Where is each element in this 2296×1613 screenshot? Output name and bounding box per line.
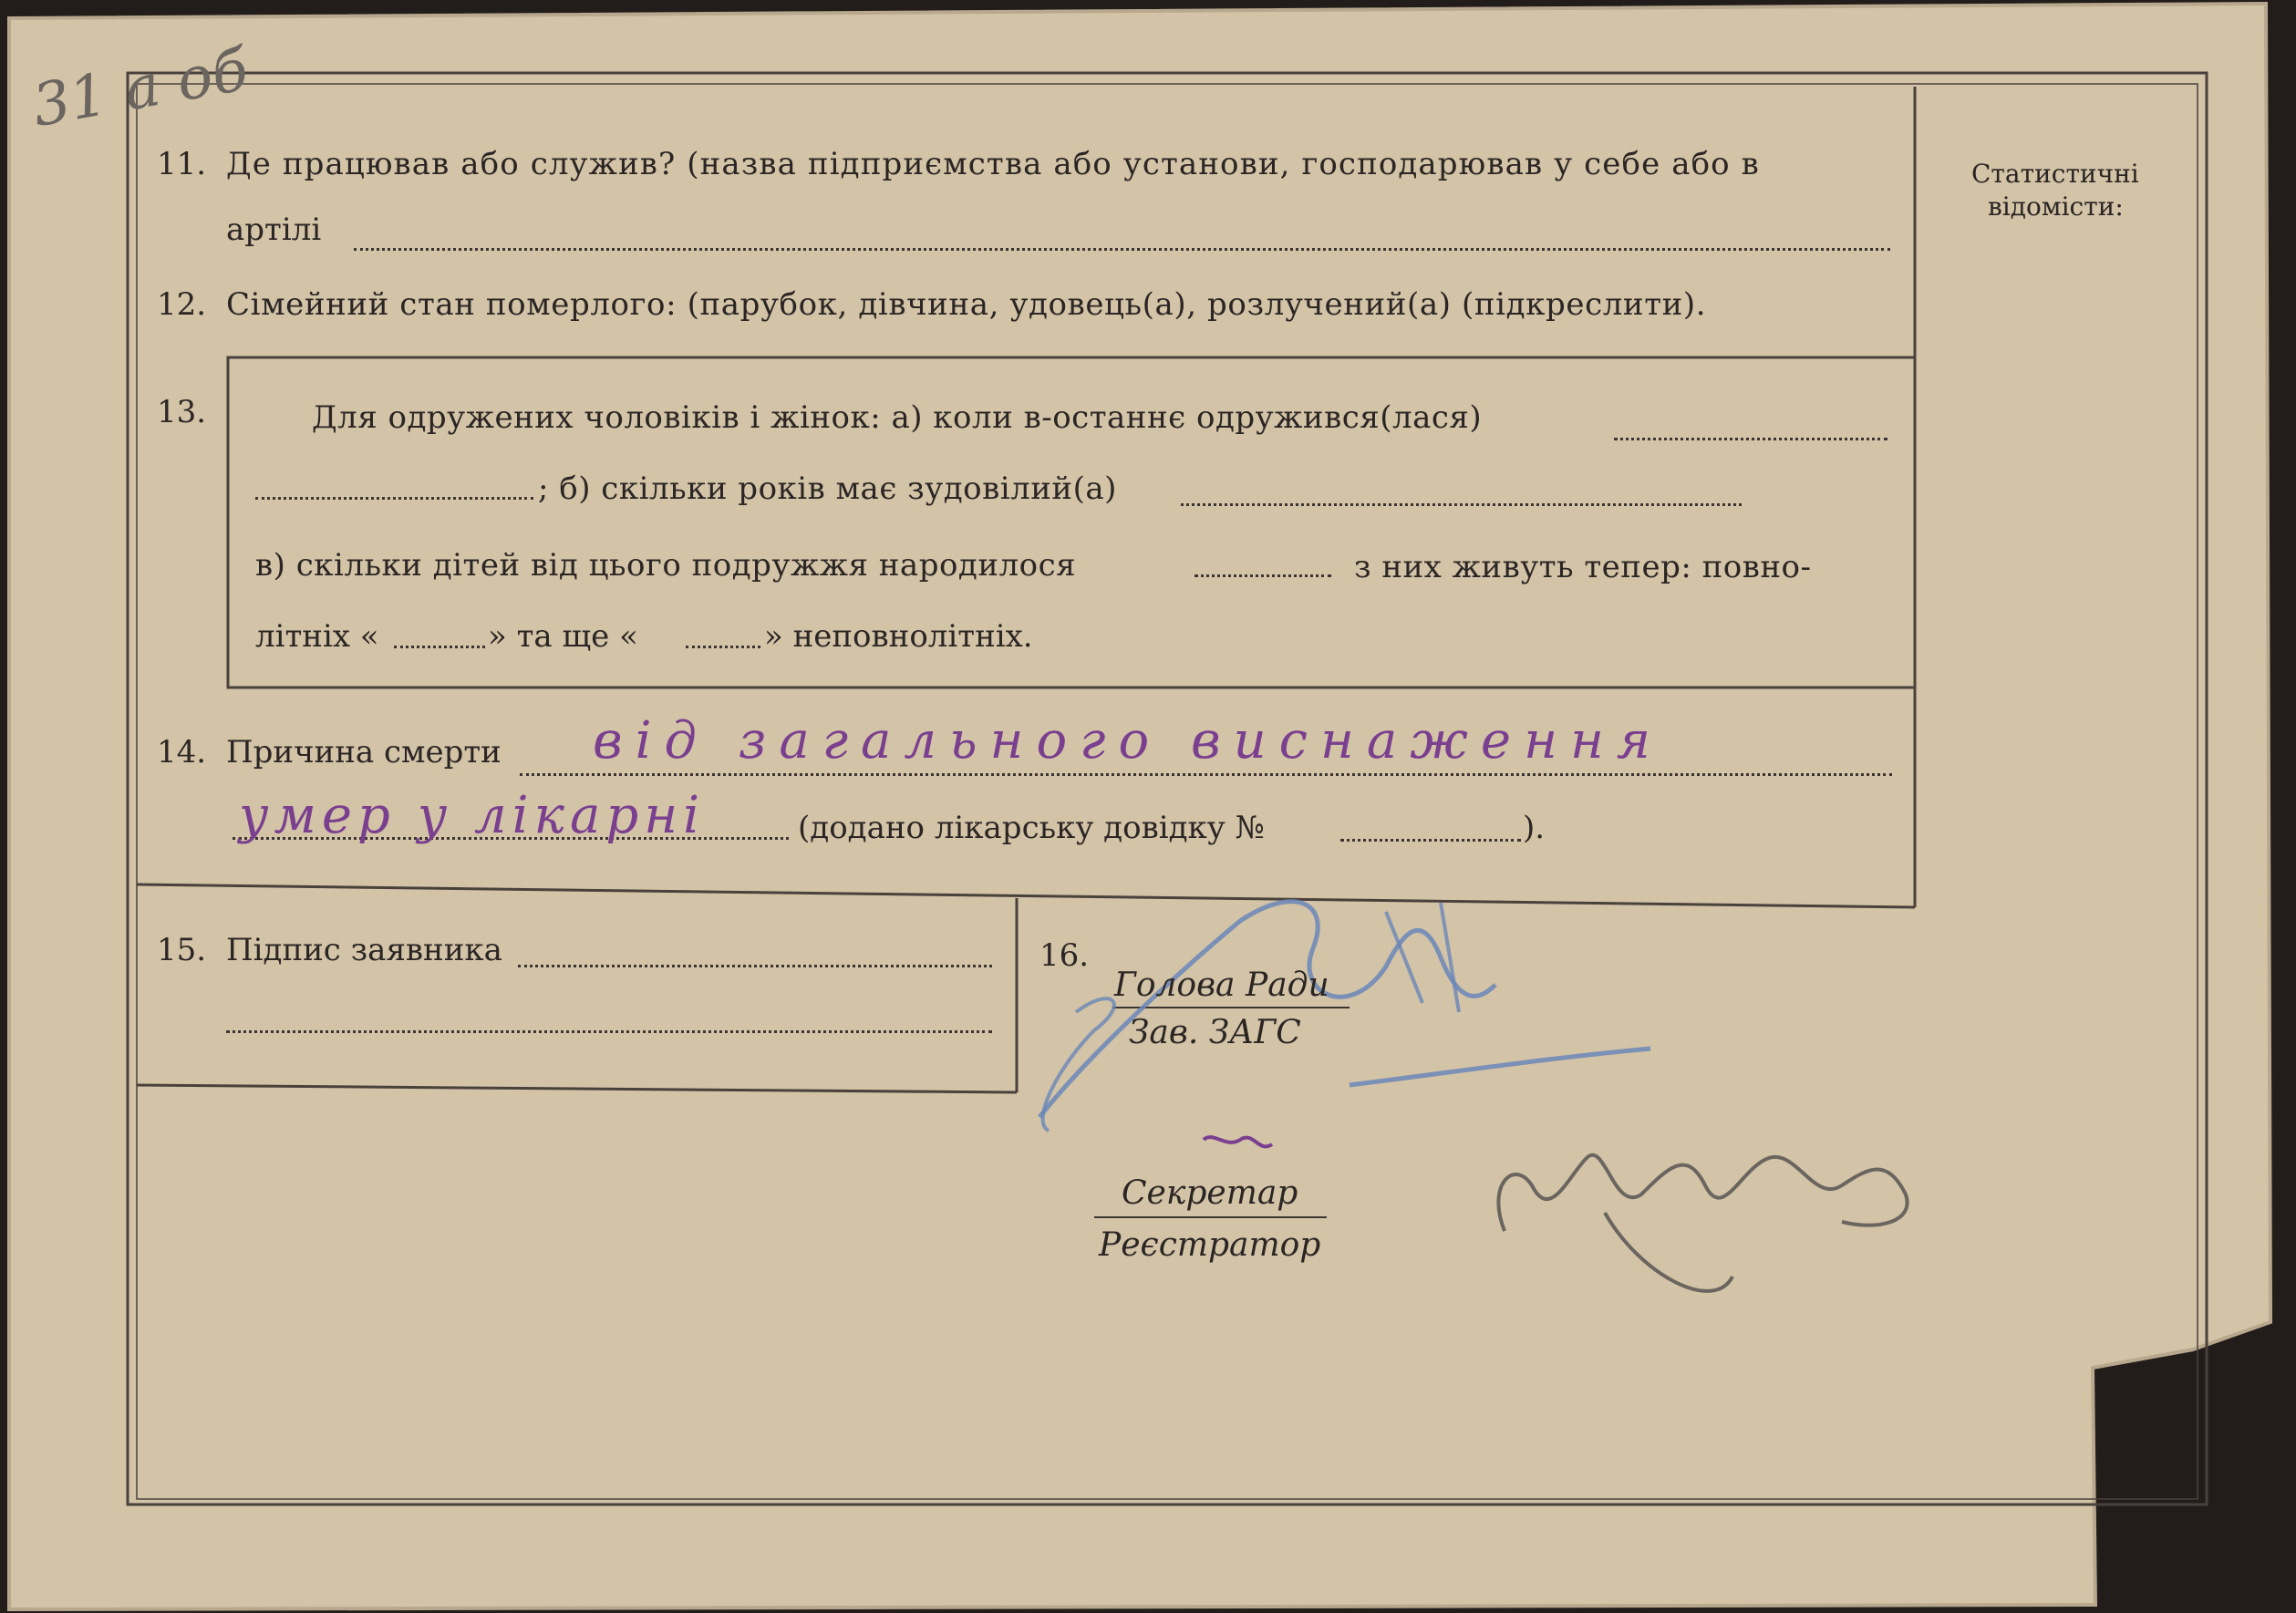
item-13-line2: ; б) скільки років має зудовілий(а) <box>538 470 1117 507</box>
item-11-question: Де працював або служив? (назва підприємства або установи, господарював у себе або в <box>226 146 1760 182</box>
registrar-title: Реєстратор <box>1099 1226 1321 1264</box>
item-11-answer-line <box>354 248 1890 251</box>
item-14-handwritten-place: умер у лікарні <box>239 786 706 845</box>
item-11-artili: артілі <box>226 212 322 248</box>
item-13-children-born-line <box>1195 574 1331 577</box>
statistics-header-line2: відомісти: <box>1988 191 2124 222</box>
registry-head-title: Зав. ЗАГС <box>1129 1014 1301 1051</box>
item-13-line3a: в) скільки дітей від цього подружжя народилося <box>255 547 1077 584</box>
item-13-number: 13. <box>157 394 207 430</box>
item-13-line4b: » та ще « <box>488 618 638 655</box>
item-13-adult-children-line <box>394 646 485 648</box>
item-13-minor-children-line <box>686 646 760 648</box>
item-13-marriage-date-line <box>1614 438 1887 440</box>
item-13-line4a: літніх « <box>255 618 379 655</box>
item-15-signature-line <box>518 965 992 967</box>
item-13-widowed-years-line <box>1181 503 1742 506</box>
item-13-line3b: з них живуть тепер: повно- <box>1354 549 1812 585</box>
item-14-label: Причина смерти <box>226 734 502 770</box>
corner-archive-note: 31 а об <box>27 36 253 141</box>
secretary-title: Секретар <box>1122 1174 1298 1212</box>
item-15-signature-line2 <box>226 1030 992 1033</box>
statistics-header-line1: Статистичні <box>1971 159 2139 189</box>
item-16-number: 16. <box>1039 937 1090 974</box>
item-14-handwritten-cause: від загального виснаження <box>593 711 1663 770</box>
item-12-number: 12. <box>157 286 207 323</box>
item-14-number: 14. <box>157 734 207 770</box>
item-14-attached-certificate: (додано лікарську довідку № <box>798 810 1265 846</box>
item-11-number: 11. <box>157 146 207 182</box>
item-15-label: Підпис заявника <box>226 932 502 968</box>
chair-title: Голова Ради <box>1114 967 1329 1004</box>
item-14-closing: ). <box>1523 810 1546 846</box>
item-14-cause-line <box>520 773 1892 776</box>
item-13-line4c: » неповнолітніх. <box>764 618 1033 655</box>
item-13-line1: Для одружених чоловіків і жінок: а) коли в-останнє одружився(лася) <box>312 399 1483 436</box>
item-15-number: 15. <box>157 932 207 968</box>
item-13-marriage-date-line2 <box>255 497 533 500</box>
item-12-marital-status: Сімейний стан померлого: (парубок, дівчина, удовець(а), розлучений(а) (підкреслити). <box>226 286 1707 323</box>
item-14-certificate-number-line <box>1340 839 1521 842</box>
